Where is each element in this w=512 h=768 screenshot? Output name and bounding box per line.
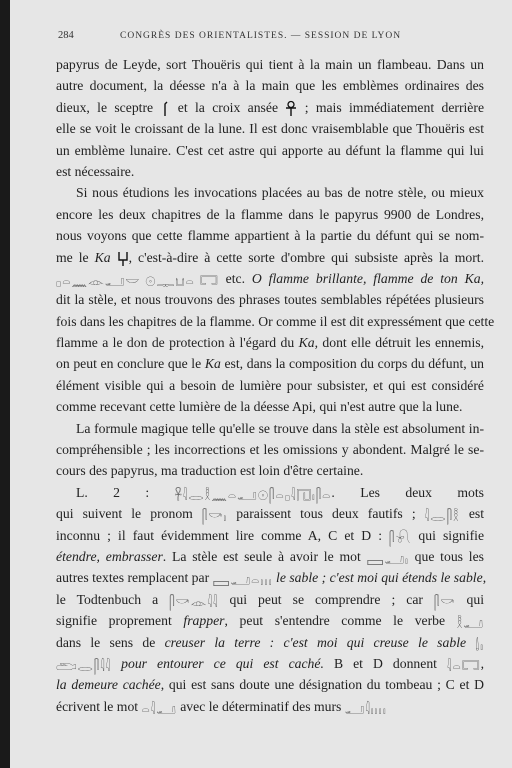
text-line: dans le sens de creuser la terre : c'est moi qui creuse le sable 𓌃𓏤 [56,634,485,654]
hieroglyph-group: 𓇋𓂋𓋴𓎛 [424,510,460,526]
text-line: 𓊪𓏏𓈖𓁹𓂝𓎟 𓇳𓊃𓂓𓏏 𓉐 etc. O flamme brillante, flamme de ton Ka, [56,270,485,290]
text-line: Si nous étudions les invocations placées au bas de notre stèle, ou mieux [76,185,484,201]
page-number: 284 [58,30,74,41]
text-line: dieux, le sceptre et la croix ansée ; mais immédiatement derrière [56,99,485,115]
ka-glyph [117,251,129,266]
text-line: nous voyons que cette flamme appartient à la partie du défunt qui se nom- [56,228,484,244]
text-line: La formule magique telle qu'elle se trouve dans la stèle est absolument in- [76,420,484,436]
text-line: qui suivent le pronom 𓋴𓎡𓏤 paraissent tous deux fautifs ; 𓇋𓂋𓋴𓎛 est [56,506,485,526]
text-line: un emblème lunaire. C'est cet astre qui apporte au défunt la flamme qui lui [56,142,484,158]
hieroglyph-group: 𓇋𓏏𓉐 [447,659,481,675]
text-line: la demeure cachée, qui est sans doute une désignation du tombeau ; C et D [56,677,484,693]
text-line: cours des papyrus, ma traduction est loin d'être certaine. [56,463,364,479]
ankh-glyph [285,101,297,116]
text-line: autres textes remplacent par 𓈙𓂝𓏏𓏥 le sable ; c'est moi qui étends le sable, [56,570,487,590]
running-title: CONGRÈS DES ORIENTALISTES. — SESSION DE LYON [120,31,402,41]
sceptre-glyph [160,101,170,116]
text-line: 𓂧𓂋𓋴𓇋𓇋 pour entourer ce qui est caché. B et D donnent 𓇋𓏏𓉐, [56,655,485,675]
text-line: comme recevant cette lumière de la déesse Api, qui n'est autre que la lune. [56,399,463,415]
hieroglyph-group: 𓋹𓇋𓂋𓎛𓈖𓏏𓂝𓇳𓋴𓏏𓊪𓇋𓉔𓏤𓋴𓏏 [174,488,332,504]
hieroglyph-group: 𓈙𓂝𓏏𓏥 [212,574,273,590]
book-page [10,0,512,768]
text-line: me le Ka , c'est-à-dire à cette sorte d'ombre qui subsiste après la mort. [56,249,484,265]
text-line: papyrus de Leyde, sort Thouëris qui tient à la main un flambeau. Dans un [56,57,484,72]
text-line: flamme a le don de protection à l'égard du Ka, dont elle détruit les ennemis, [56,335,485,351]
hieroglyph-group: 𓈙𓂝𓏤 [366,552,409,568]
hieroglyph-group: 𓌃𓏤 [475,638,485,654]
text-line: dit la stèle, et nous trouvons des phrases toutes semblables répétées plusieurs [56,292,484,308]
text-line: elle se voit le croissant de la lune. Il est donc vraisemblable que Thouëris est [56,121,484,137]
text-line: fois dans les chapitres de la flamme. Or comme il est dit expressément que cette [56,313,495,329]
hieroglyph-group: 𓋴𓎡𓏤 [201,510,228,526]
hieroglyph-group: 𓎛𓂝 [456,617,485,633]
hieroglyph-group: 𓋴𓎡 [434,595,456,611]
text-line: écrivent le mot 𓏏𓇋𓂝 avec le déterminatif des murs 𓂝𓇋𓏤𓏥 [56,698,387,718]
hieroglyph-group: 𓂧𓂋𓋴𓇋𓇋 [56,659,112,675]
text-line: étendre, embrasser. La stèle est seule à avoir le mot 𓈙𓂝𓏤 que tous les [56,548,484,568]
text-line: élément visible qui a besoin de lumière pour subsister, et qui est considéré [56,377,484,393]
page-body [56,54,495,718]
text-line: L. 2 : 𓋹𓇋𓂋𓎛𓈖𓏏𓂝𓇳𓋴𓏏𓊪𓇋𓉔𓏤𓋴𓏏. Les deux mots [76,484,485,504]
text-line: inconnu ; il faut évidemment lire comme A, C et D : 𓋴𓍯 qui signifie [56,527,485,547]
text-line: autre document, la déesse n'a à la main que les emblèmes ordinaires des [56,78,484,94]
text-line: le Todtenbuch a 𓋴𓎡𓁹𓇋𓇋 qui peut se comprendre ; car 𓋴𓎡 qui [56,591,485,611]
text-line: signifie proprement frapper, peut s'entendre comme le verbe 𓎛𓂝 [56,613,485,633]
text-line: encore les deux chapitres de la flamme dans le papyrus 9900 de Londres, [56,206,484,222]
text-line: est nécessaire. [56,163,135,179]
hieroglyph-group: 𓋴𓎡𓁹𓇋𓇋 [169,595,219,611]
hieroglyph-group: 𓊪𓏏𓈖𓁹𓂝𓎟 𓇳𓊃𓂓𓏏 𓉐 [56,274,219,290]
text-line: on peut en conclure que le Ka est, dans la composition du corps du défunt, un [56,356,485,372]
hieroglyph-group: 𓋴𓍯 [389,531,412,547]
hieroglyph-group: 𓂝𓇋𓏤𓏥 [344,702,387,718]
text-line: compréhensible ; les incorrections et les omissions y abondent. Malgré le se- [56,442,484,458]
hieroglyph-group: 𓏏𓇋𓂝 [141,702,177,718]
